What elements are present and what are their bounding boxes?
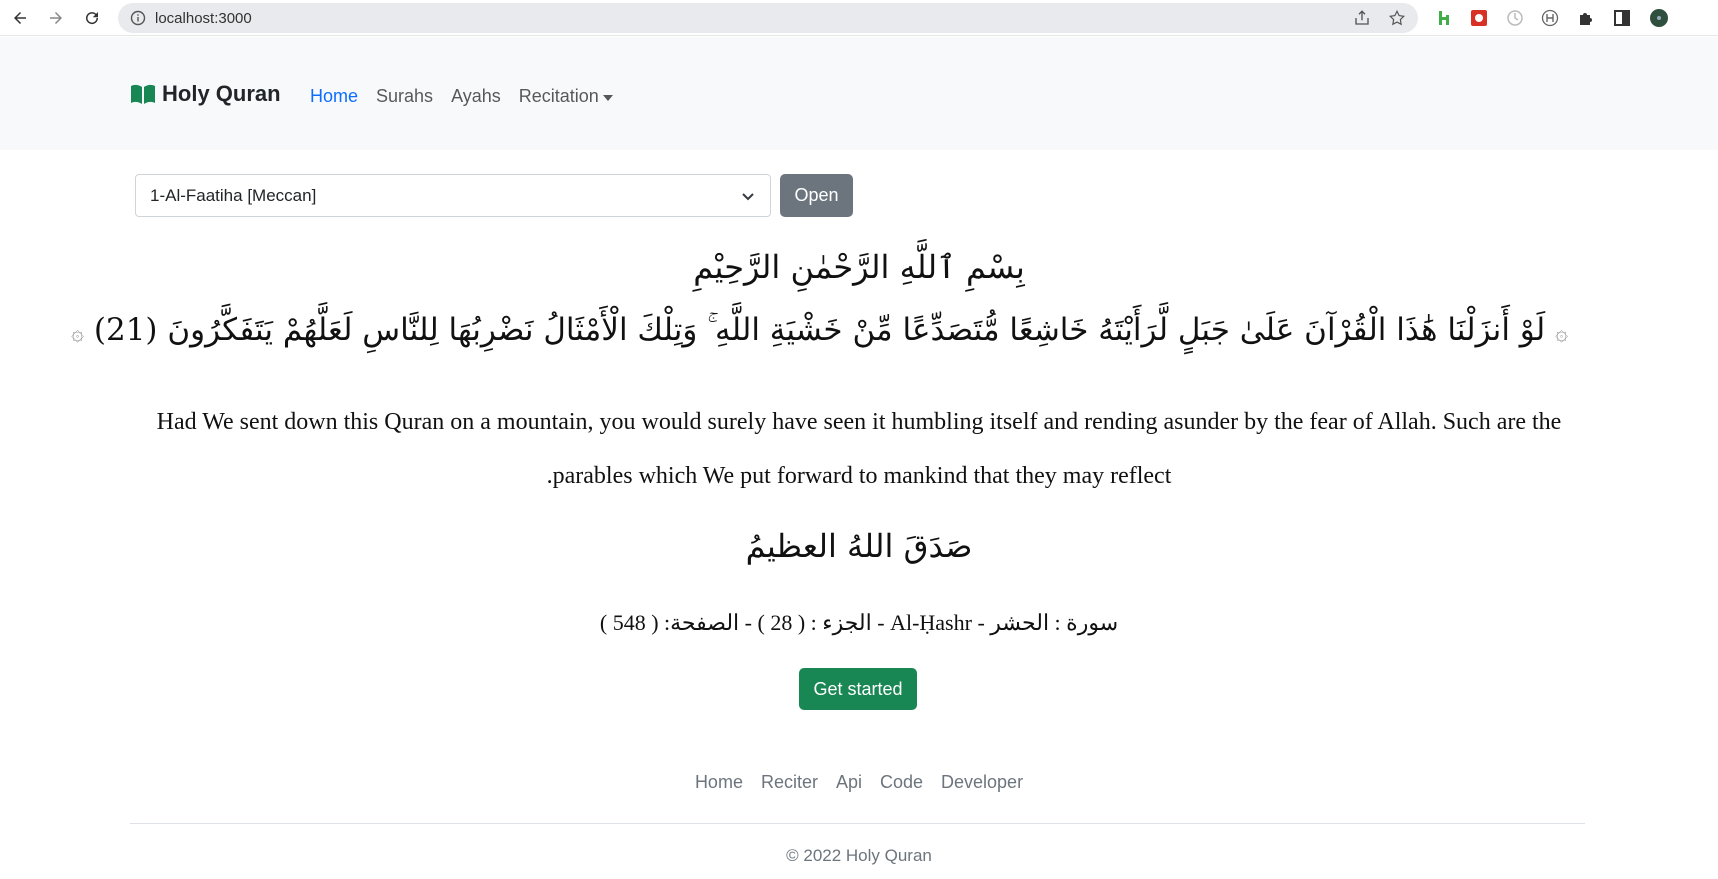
closing-phrase: صَدَقَ اللهُ العظيمُ (745, 527, 973, 565)
url-text: localhost:3000 (155, 10, 252, 27)
ayah-translation: Had We sent down this Quran on a mountain, you would surely have seen it humbling itself and rending asunder by the fear of Allah. Such are the parables which We put forward to mankind that they may reflect. (156, 409, 1562, 489)
address-bar[interactable] (118, 3, 1418, 33)
chevron-down-icon (740, 188, 756, 204)
ayah-text: لَوْ أَنزَلْنَا هَٰذَا الْقُرْآنَ عَلَىٰ جَبَلٍ لَّرَأَيْتَهُ خَاشِعًا مُّتَصَدِّعًا مِّنْ خَشْيَةِ اللَّهِ ۚ وَتِلْكَ الْأَمْثَالُ نَضْرِبُهَا لِلنَّاسِ لَعَلَّهُمْ يَتَفَكَّرُونَ (167, 312, 1546, 348)
ayah-number: (21) (93, 312, 158, 348)
main-nav (310, 86, 613, 107)
ayah-meta-info: سورة : الحشر - Al-Ḥashr - الجزء : ( 28 ) - الصفحة: ( 548 ) (599, 610, 1119, 635)
forward-icon[interactable] (44, 6, 68, 30)
copyright-text: © 2022 Holy Quran (786, 846, 932, 865)
footer-link-home[interactable]: Home (694, 772, 743, 792)
extension-h-icon[interactable] (1540, 8, 1560, 28)
browser-toolbar (0, 0, 1718, 36)
site-navbar (0, 37, 1718, 150)
ayah-ornament-icon: ۞ (71, 321, 84, 346)
footer-link-developer[interactable]: Developer (941, 772, 1024, 792)
footer-link-code[interactable]: Code (879, 772, 924, 792)
nav-surahs[interactable]: Surahs (376, 86, 434, 106)
share-icon[interactable] (1353, 9, 1371, 27)
reload-icon[interactable] (80, 6, 104, 30)
brand-title: Holy Quran (162, 81, 281, 106)
nav-ayahs[interactable]: Ayahs (451, 86, 501, 106)
info-icon[interactable] (130, 10, 146, 26)
extension-red-icon[interactable] (1469, 8, 1489, 28)
get-started-button[interactable]: Get started (799, 668, 917, 710)
nav-home[interactable]: Home (310, 86, 359, 106)
back-icon[interactable] (8, 6, 32, 30)
footer-nav (0, 772, 1718, 793)
profile-avatar[interactable] (1649, 8, 1669, 28)
open-button[interactable]: Open (780, 174, 853, 217)
extension-green-icon[interactable] (1434, 8, 1454, 28)
surah-select-value: 1-Al-Faatiha [Meccan] (150, 185, 317, 205)
bookmark-star-icon[interactable] (1388, 9, 1406, 27)
surah-select[interactable] (135, 174, 771, 217)
footer-divider (130, 823, 1585, 824)
ayah-line (71, 312, 1568, 349)
extensions-puzzle-icon[interactable] (1576, 8, 1596, 28)
extension-timer-icon[interactable] (1505, 8, 1525, 28)
footer-link-reciter[interactable]: Reciter (760, 772, 818, 792)
nav-recitation-dropdown[interactable] (519, 86, 613, 107)
footer-link-api[interactable]: Api (835, 772, 862, 792)
basmala: بِسْمِ ٱللَّهِ الرَّحْمٰنِ الرَّحِيْمِ (693, 248, 1025, 286)
open-book-icon (130, 83, 156, 105)
caret-down-icon (603, 95, 613, 101)
side-panel-icon[interactable] (1612, 8, 1632, 28)
nav-recitation-label: Recitation (518, 86, 599, 106)
ayah-ornament-icon: ۞ (1555, 321, 1568, 346)
brand-link[interactable] (130, 81, 281, 107)
